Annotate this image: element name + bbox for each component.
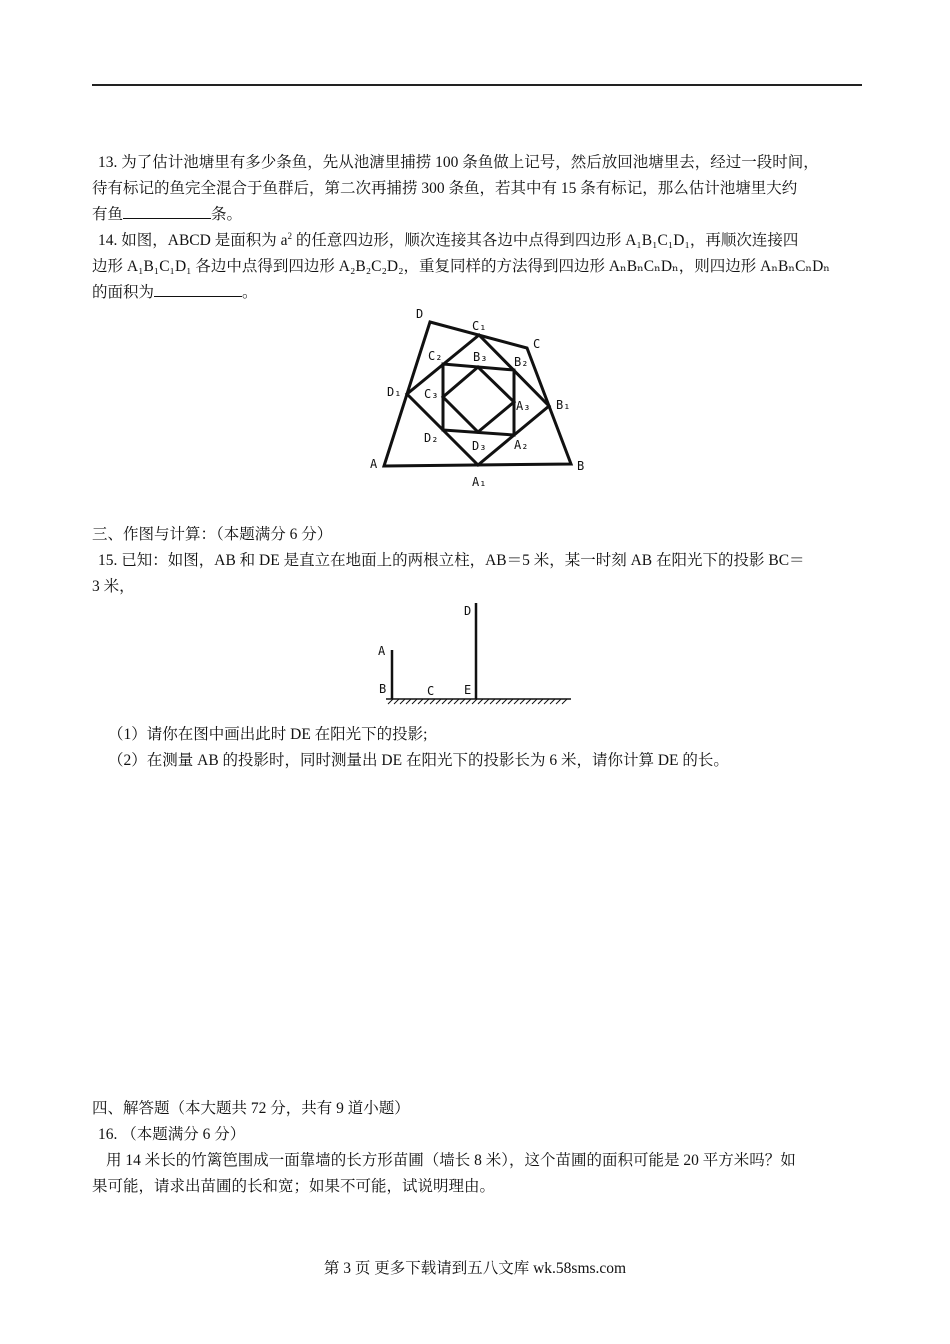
q14-exponent: 2	[287, 230, 292, 241]
q13-line-3-pre: 有鱼	[92, 206, 124, 223]
label-B1: B₁	[556, 398, 571, 412]
q13-line-3	[92, 202, 862, 228]
pole-label-C: C	[427, 684, 435, 698]
q16-line-1: 用 14 米长的竹篱笆围成一面靠墙的长方形苗圃（墙长 8 米），这个苗圃的面积可能是 20 平方米吗？如	[106, 1152, 796, 1169]
pole-label-E: E	[464, 683, 472, 697]
q14-line-1-b: 的任意四边形，顺次连接其各边中点得到四边形 A₁B₁C₁D₁，再顺次连接四	[291, 232, 799, 249]
question-13	[92, 150, 862, 228]
quad-a3b3c3d3	[443, 367, 514, 432]
question-14	[92, 228, 862, 306]
label-C: C	[533, 337, 541, 351]
section-4-heading: 四、解答题（本大题共 72 分，共有 9 道小题）	[92, 1100, 410, 1117]
pole-label-D: D	[464, 604, 472, 618]
q14-line-2: 边形 A₁B₁C₁D₁ 各边中点得到四边形 A₂B₂C₂D₂，重复同样的方法得到四边形 AₙBₙCₙDₙ，则四边形 AₙBₙCₙDₙ	[92, 258, 831, 275]
q15-line-2: 3 米，	[92, 578, 135, 595]
q16-title: 16. （本题满分 6 分）	[98, 1126, 246, 1143]
label-C1: C₁	[472, 319, 487, 333]
label-D3: D₃	[472, 439, 487, 453]
figure-poles	[372, 598, 576, 710]
label-C2: C₂	[428, 349, 443, 363]
q15-subquestions	[108, 722, 878, 774]
q15-sub-2: （2）在测量 AB 的投影时，同时测量出 DE 在阳光下的投影长为 6 米，请你计算 DE 的长。	[108, 752, 729, 769]
q13-line-2: 待有标记的鱼完全混合于鱼群后，第二次再捕捞 300 条鱼，若其中有 15 条有标记，那么估计池塘里大约	[92, 180, 798, 197]
label-B2: B₂	[514, 355, 529, 369]
label-A2: A₂	[514, 438, 529, 452]
label-A3: A₃	[516, 399, 531, 413]
q14-line-1-a: 14. 如图，ABCD 是面积为 a	[98, 232, 288, 249]
figure-quadrilateral	[364, 300, 594, 496]
q16-line-2: 果可能，请求出苗圃的长和宽；如果不可能，试说明理由。	[92, 1178, 496, 1195]
q13-line-3-post: 条。	[211, 206, 243, 223]
q15-sub-1: （1）请你在图中画出此时 DE 在阳光下的投影;	[108, 726, 428, 743]
q14-answer-blank	[154, 280, 242, 297]
label-B: B	[577, 459, 585, 473]
label-D: D	[416, 307, 424, 321]
q13-answer-blank	[123, 202, 211, 219]
q14-line-3-post: 。	[242, 284, 258, 301]
q15-line-1: 15. 已知：如图，AB 和 DE 是直立在地面上的两根立柱，AB＝5 米，某一时刻 AB 在阳光下的投影 BC＝	[98, 552, 805, 569]
page-footer: 第 3 页 更多下载请到五八文库 wk.58sms.com	[323, 1260, 627, 1277]
label-D2: D₂	[424, 431, 439, 445]
label-B3: B₃	[473, 350, 488, 364]
section-3-heading: 三、作图与计算：（本题满分 6 分）	[92, 526, 333, 543]
label-C3: C₃	[424, 387, 439, 401]
label-A1: A₁	[472, 475, 487, 489]
q13-line-1: 13. 为了估计池塘里有多少条鱼，先从池溏里捕捞 100 条鱼做上记号，然后放回池塘里去，经过一段时间，	[98, 154, 819, 171]
q14-line-1	[92, 228, 862, 254]
pole-label-A: A	[378, 644, 386, 658]
pole-label-B: B	[379, 682, 387, 696]
header-rule	[92, 84, 862, 86]
q14-line-3-pre: 的面积为	[92, 284, 155, 301]
section-3	[92, 522, 862, 600]
label-A: A	[370, 457, 378, 471]
quad-a2b2c2d2	[443, 364, 514, 435]
label-D1: D₁	[387, 385, 402, 399]
section-4	[92, 1096, 862, 1200]
